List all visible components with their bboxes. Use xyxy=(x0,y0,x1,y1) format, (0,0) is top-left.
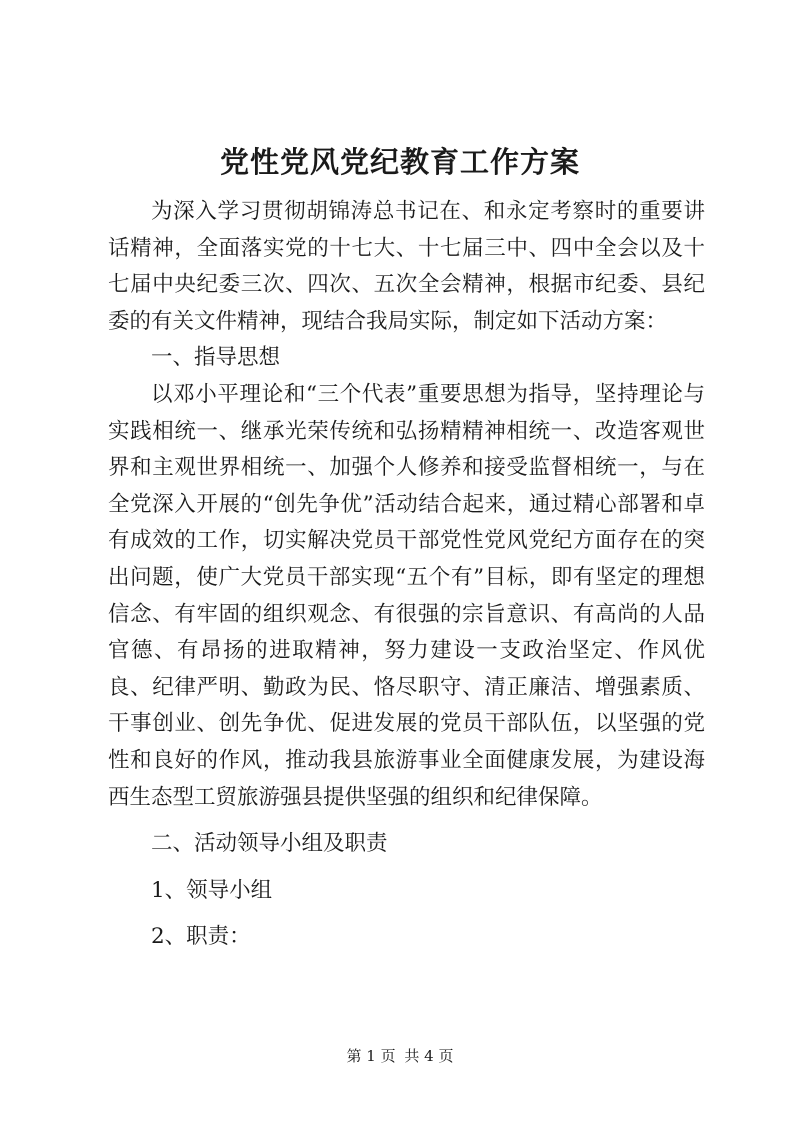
section1-heading: 一、指导思想 xyxy=(151,345,281,371)
section1-paragraph: 以邓小平理论和“三个代表”重要思想为指导，坚持理论与实践相统一、继承光荣传统和弘扬精精神相统一、改造客观世界和主观世界相统一、加强个人修养和接受监督相统一，与在全党深入开展的“创先争优”活动结合起来，通过精心部署和卓有成效的工作，切实解决党员干部党性党风党纪方面存在的突出问题，使广大党员干部实现“五个有”目标，即有坚定的理想信念、有牢固的组织观念、有很强的宗旨意识、有高尚的人品官德、有昂扬的进取精神，努力建设一支政治坚定、作风优良、纪律严明、勤政为民、恪尽职守、清正廉洁、增强素质、干事创业、创先争优、促进发展的党员干部队伍，以坚强的党性和良好的作风，推动我县旅游事业全面健康发展，为建设海西生态型工贸旅游强县提供坚强的组织和纪律保障。 xyxy=(108,381,705,810)
page-total: 共 4 页 xyxy=(404,1047,454,1065)
list-item-duties: 2、职责： xyxy=(151,924,251,950)
document-body xyxy=(108,194,705,956)
list-item-leading-group: 1、领导小组 xyxy=(151,877,273,903)
intro-paragraph: 为深入学习贯彻胡锦涛总书记在、和永定考察时的重要讲话精神，全面落实党的十七大、十七届三中、四中全会以及十七届中央纪委三次、四次、五次全会精神，根据市纪委、县纪委的有关文件精神，现结合我局实际，制定如下活动方案： xyxy=(108,199,705,334)
section2-heading: 二、活动领导小组及职责 xyxy=(151,831,388,857)
document-title: 党性党风党纪教育工作方案 xyxy=(219,145,580,179)
page-number: 第 1 页 xyxy=(346,1047,396,1065)
page-footer xyxy=(0,1045,800,1066)
